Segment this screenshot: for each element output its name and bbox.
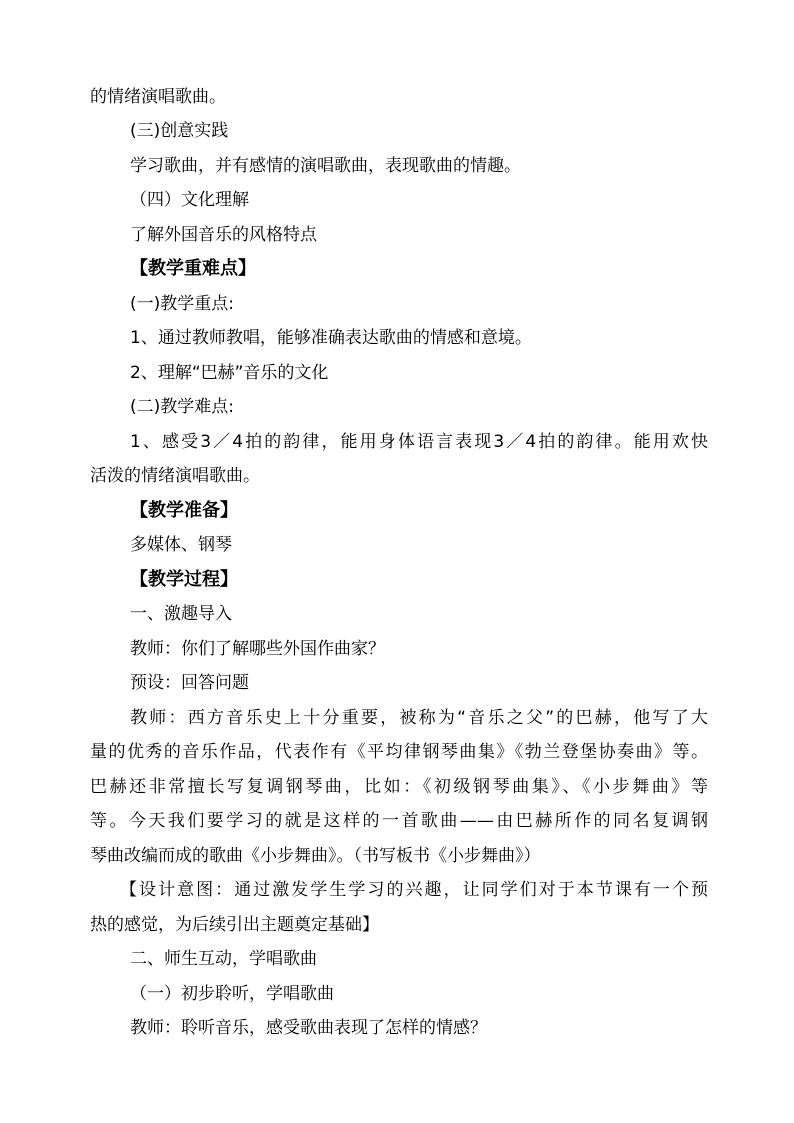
section-heading: (一)教学重点:	[130, 294, 234, 314]
text-line: 琴曲改编而成的歌曲《小步舞曲》。（书写板书《小步舞曲》）	[90, 846, 541, 866]
bold-heading: 【教学过程】	[130, 569, 238, 590]
bold-heading: 【教学重难点】	[130, 258, 256, 279]
text-line: 教师：聆听音乐，感受歌曲表现了怎样的情感？	[130, 1018, 487, 1038]
section-heading: （一）初步聆听，学唱歌曲	[130, 984, 334, 1004]
text-line: 【设计意图：通过激发学生学习的兴趣，让同学们对于本节课有一个预	[120, 880, 708, 900]
section-heading: (三)创意实践	[130, 121, 229, 141]
section-heading: （四）文化理解	[130, 190, 249, 210]
text-line: 2、理解“巴赫”音乐的文化	[130, 363, 329, 383]
text-line: 热的感觉，为后续引出主题奠定基础】	[90, 915, 379, 935]
text-line: 的情绪演唱歌曲。	[90, 87, 226, 107]
text-line: 量的优秀的音乐作品，代表作有《平均律钢琴曲集》《勃兰登堡协奏曲》等。	[90, 742, 708, 762]
text-line: 多媒体、钢琴	[130, 535, 232, 555]
text-line: 巴赫还非常擅长写复调钢琴曲，比如：《初级钢琴曲集》、《小步舞曲》等	[90, 777, 708, 797]
section-heading: 二、师生互动，学唱歌曲	[130, 949, 317, 969]
text-line: 1、感受3／4拍的韵律，能用身体语言表现3／4拍的韵律。能用欢快	[130, 432, 708, 452]
bold-heading: 【教学准备】	[130, 500, 238, 521]
section-heading: (二)教学难点:	[130, 397, 234, 417]
section-heading: 一、激趣导入	[130, 604, 232, 624]
text-line: 教师：西方音乐史上十分重要，被称为“音乐之父”的巴赫，他写了大	[130, 708, 708, 728]
text-line: 预设：回答问题	[130, 673, 249, 693]
text-line: 教师：你们了解哪些外国作曲家？	[130, 639, 385, 659]
text-line: 学习歌曲，并有感情的演唱歌曲，表现歌曲的情趣。	[130, 156, 521, 176]
text-line: 了解外国音乐的风格特点	[130, 225, 317, 245]
text-line: 活泼的情绪演唱歌曲。	[90, 466, 260, 486]
text-line: 等。今天我们要学习的就是这样的一首歌曲——由巴赫所作的同名复调钢	[90, 811, 708, 831]
text-line: 1、通过教师教唱，能够准确表达歌曲的情感和意境。	[130, 328, 532, 348]
